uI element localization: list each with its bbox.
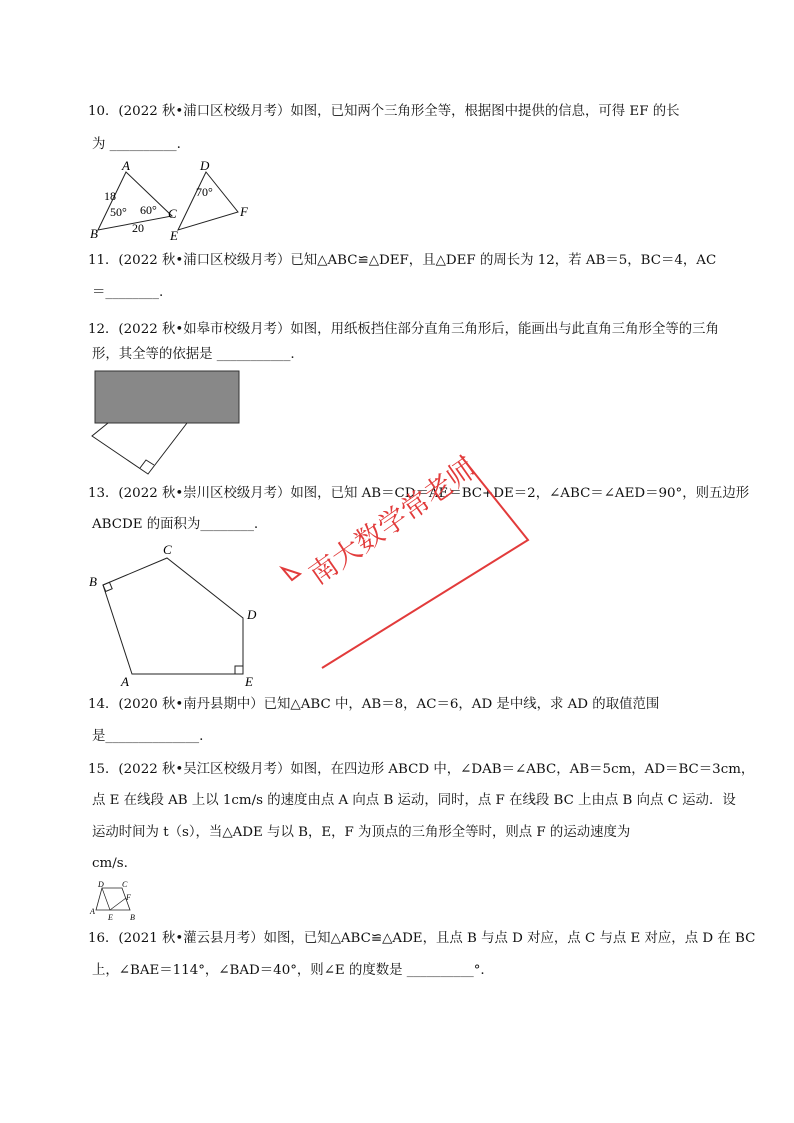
q15-label-b: B: [130, 913, 135, 922]
q10-side-bc: 20: [132, 221, 144, 235]
q14-line2: 是______________.: [92, 729, 204, 744]
q10-angle-d: 70°: [196, 185, 213, 199]
q10-line2: 为 __________.: [92, 137, 181, 152]
q14-line1: 14．(2020 秋•南丹县期中）已知△ABC 中，AB＝8，AC＝6，AD 是中线，求 AD 的取值范围: [88, 697, 660, 712]
q12-line2: 形，其全等的依据是 ___________.: [92, 347, 295, 362]
q13-line2: ABCDE 的面积为________.: [92, 517, 259, 532]
q10-angle-c: 60°: [140, 203, 157, 217]
q15-line1: 15．(2022 秋•吴江区校级月考）如图，在四边形 ABCD 中，∠DAB＝∠ABC，AB＝5cm，AD＝BC＝3cm，: [88, 762, 755, 777]
q11-line1: 11．(2022 秋•浦口区校级月考）已知△ABC≌△DEF，且△DEF 的周长为 12，若 AB＝5，BC＝4，AC: [88, 253, 717, 268]
q15-label-d: D: [98, 880, 104, 889]
q12-line1: 12．(2022 秋•如皋市校级月考）如图，用纸板挡住部分直角三角形后，能画出与此直角三角形全等的三角: [88, 322, 719, 337]
q15-figure: [88, 880, 148, 924]
q10-label-b: B: [90, 226, 98, 241]
q13-label-a: A: [121, 674, 129, 688]
q10-figure: [88, 158, 258, 244]
q12-figure: [88, 368, 248, 478]
q10-side-ab: 18: [104, 189, 116, 203]
q10-label-a: A: [122, 158, 130, 173]
q13-label-b: B: [89, 574, 97, 589]
q13-label-c: C: [163, 542, 172, 557]
q13-line1: 13．(2022 秋•崇川区校级月考）如图，已知 AB＝CD＝AE＝BC+DE＝2，∠ABC＝∠AED＝90°，则五边形: [88, 486, 750, 501]
q10-label-c: C: [168, 206, 177, 221]
q10-label-f: F: [240, 204, 248, 219]
q15-label-f: F: [126, 893, 131, 902]
q10-line1: 10．(2022 秋•浦口区校级月考）如图，已知两个三角形全等，根据图中提供的信息，可得 EF 的长: [88, 104, 680, 119]
watermark-text: 南大数学常老师: [302, 451, 483, 592]
q13-label-e: E: [245, 674, 253, 688]
q13-label-d: D: [247, 607, 257, 622]
q10-label-e: E: [170, 228, 178, 243]
q15-line2: 点 E 在线段 AB 上以 1cm/s 的速度由点 A 向点 B 运动，同时，点 F 在线段 BC 上由点 B 向点 C 运动．设: [92, 793, 736, 808]
q16-line1: 16．(2021 秋•灌云县月考）如图，已知△ABC≌△ADE，且点 B 与点 D 对应，点 C 与点 E 对应，点 D 在 BC: [88, 931, 756, 946]
q15-label-c: C: [122, 880, 128, 889]
q10-angle-b: 50°: [110, 205, 127, 219]
q15-label-e: E: [108, 913, 113, 922]
q15-label-a: A: [90, 907, 95, 916]
q10-label-d: D: [200, 158, 210, 173]
q15-line4: cm/s.: [92, 856, 128, 871]
q11-line2: ＝________.: [92, 285, 164, 300]
q16-line2: 上，∠BAE＝114°，∠BAD＝40°，则∠E 的度数是 __________°.: [92, 963, 485, 978]
q15-line3: 运动时间为 t（s），当△ADE 与以 B，E，F 为顶点的三角形全等时，则点 F 的运动速度为: [92, 825, 631, 840]
q13-figure: [85, 540, 265, 688]
